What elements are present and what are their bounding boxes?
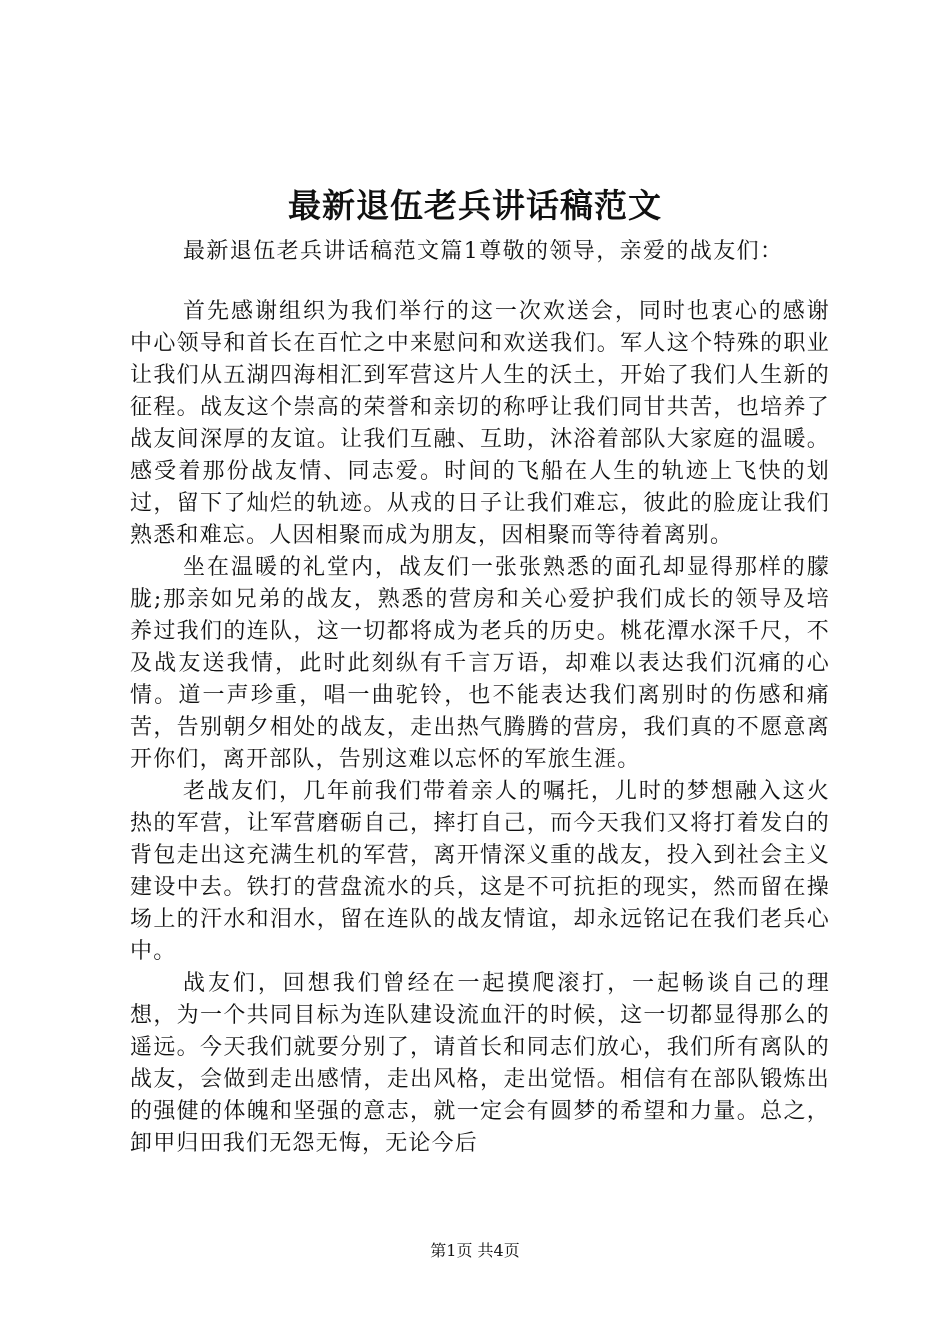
paragraph-3: 老战友们，几年前我们带着亲人的嘱托，儿时的梦想融入这火热的军营，让军营磨砺自己，摔打自己，而今天我们又将打着发白的背包走出这充满生机的军营，离开情深义重的战友，投入到社会主义建设中去。铁打的营盘流水的兵，这是不可抗拒的现实，然而留在操场上的汗水和泪水，留在连队的战友情谊，却永远铭记在我们老兵心中。: [130, 779, 830, 964]
intro-line: 最新退伍老兵讲话稿范文篇1尊敬的领导，亲爱的战友们：: [183, 239, 784, 264]
page-footer: 第1页 共4页: [430, 1241, 520, 1260]
paragraph-1: 首先感谢组织为我们举行的这一次欢送会，同时也衷心的感谢中心领导和首长在百忙之中来慰问和欢送我们。军人这个特殊的职业让我们从五湖四海相汇到军营这片人生的沃土，开始了我们人生新的征程。战友这个崇高的荣誉和亲切的称呼让我们同甘共苦，也培养了战友间深厚的友谊。让我们互融、互助，沐浴着部队大家庭的温暖。感受着那份战友情、同志爱。时间的飞船在人生的轨迹上飞快的划过，留下了灿烂的轨迹。从戎的日子让我们难忘，彼此的脸庞让我们熟悉和难忘。人因相聚而成为朋友，因相聚而等待着离别。: [130, 299, 830, 548]
document-title: 最新退伍老兵讲话稿范文: [288, 186, 662, 225]
paragraph-2: 坐在温暖的礼堂内，战友们一张张熟悉的面孔却显得那样的朦胧;那亲如兄弟的战友，熟悉的营房和关心爱护我们成长的领导及培养过我们的连队，这一切都将成为老兵的历史。桃花潭水深千尺，不及战友送我情，此时此刻纵有千言万语，却难以表达我们沉痛的心情。道一声珍重，唱一曲驼铃，也不能表达我们离别时的伤感和痛苦，告别朝夕相处的战友，走出热气腾腾的营房，我们真的不愿意离开你们，离开部队，告别这难以忘怀的军旅生涯。: [130, 555, 830, 772]
document-body: [130, 296, 830, 1160]
paragraph-4: 战友们，回想我们曾经在一起摸爬滚打，一起畅谈自己的理想，为一个共同目标为连队建设流血汗的时候，这一切都显得那么的遥远。今天我们就要分别了，请首长和同志们放心，我们所有离队的战友，会做到走出感情，走出风格，走出觉悟。相信有在部队锻炼出的强健的体魄和坚强的意志，就一定会有圆梦的希望和力量。总之，卸甲归田我们无怨无悔，无论今后: [130, 971, 830, 1156]
